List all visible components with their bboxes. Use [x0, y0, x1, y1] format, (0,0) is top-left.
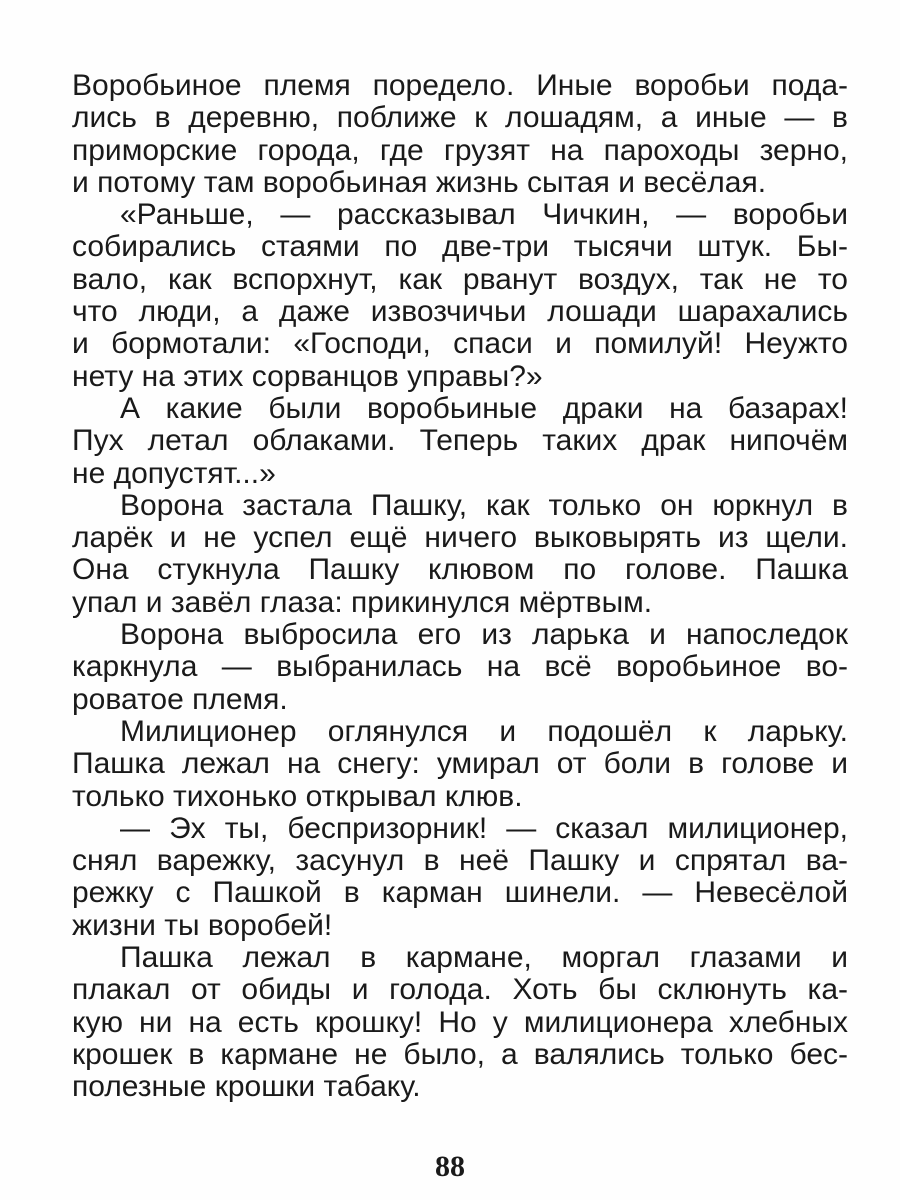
- paragraph: [72, 942, 848, 1103]
- text-line: «Раньше, — рассказывал Чичкин, — воробьи: [120, 198, 848, 232]
- paragraph: [72, 70, 848, 199]
- text-line: Милиционер оглянулся и подошёл к ларьку.: [120, 714, 848, 748]
- text-line: только тихонько открывал клюв.: [72, 779, 523, 813]
- text-line: и бормотали: «Господи, спаси и помилуй! Неужто: [72, 327, 848, 361]
- paragraph: [72, 490, 848, 619]
- text-line: и потому там воробьиная жизнь сытая и весёлая.: [72, 165, 767, 199]
- paragraph: [72, 393, 848, 490]
- story-text: [72, 70, 848, 1104]
- text-line: кую ни на есть крошку! Но у милиционера хлебных: [72, 1005, 848, 1039]
- paragraph: [72, 199, 848, 393]
- paragraph: [72, 619, 848, 716]
- text-line: Пашка лежал в кармане, моргал глазами и: [120, 941, 848, 975]
- text-line: — Эх ты, беспризорник! — сказал милиционер,: [120, 811, 848, 845]
- text-line: плакал от обиды и голода. Хоть бы склюнуть ка-: [72, 973, 848, 1007]
- page-number: 88: [435, 1150, 465, 1183]
- paragraph: [72, 716, 848, 813]
- paragraph: [72, 813, 848, 942]
- text-line: лись в деревню, поближе к лошадям, а иные — в: [72, 101, 848, 135]
- text-line: Она стукнула Пашку клювом по голове. Пашка: [72, 553, 848, 587]
- text-line: что люди, а даже извозчичьи лошади шарахались: [72, 295, 848, 329]
- text-line: Пашка лежал на снегу: умирал от боли в голове и: [72, 747, 848, 781]
- text-line: Ворона застала Пашку, как только он юркнул в: [120, 488, 848, 522]
- text-line: ларёк и не успел ещё ничего выковырять из щели.: [72, 521, 848, 555]
- text-line: упал и завёл глаза: прикинулся мёртвым.: [72, 585, 653, 619]
- text-line: приморские города, где грузят на пароходы зерно,: [72, 133, 848, 167]
- text-line: Пух летал облаками. Теперь таких драк нипочём: [72, 424, 848, 458]
- text-line: каркнула — выбранилась на всё воробьиное во-: [72, 650, 848, 684]
- text-line: снял варежку, засунул в неё Пашку и спрятал ва-: [72, 844, 848, 878]
- text-line: собирались стаями по две-три тысячи штук. Бы-: [72, 230, 848, 264]
- text-line: роватое племя.: [72, 682, 288, 716]
- text-line: режку с Пашкой в карман шинели. — Невесёлой: [72, 876, 848, 910]
- text-line: жизни ты воробей!: [72, 908, 333, 942]
- text-line: Ворона выбросила его из ларька и напоследок: [120, 618, 848, 652]
- text-line: полезные крошки табаку.: [72, 1070, 421, 1104]
- text-line: крошек в кармане не было, а валялись только бес-: [72, 1037, 848, 1071]
- text-line: нету на этих сорванцов управы?»: [72, 359, 543, 393]
- text-line: не допустят...»: [72, 456, 276, 490]
- text-line: А какие были воробьиные драки на базарах!: [120, 391, 848, 425]
- text-line: Воробьиное племя поредело. Иные воробьи пода-: [72, 69, 848, 102]
- text-line: вало, как вспорхнут, как рванут воздух, так не то: [72, 262, 848, 296]
